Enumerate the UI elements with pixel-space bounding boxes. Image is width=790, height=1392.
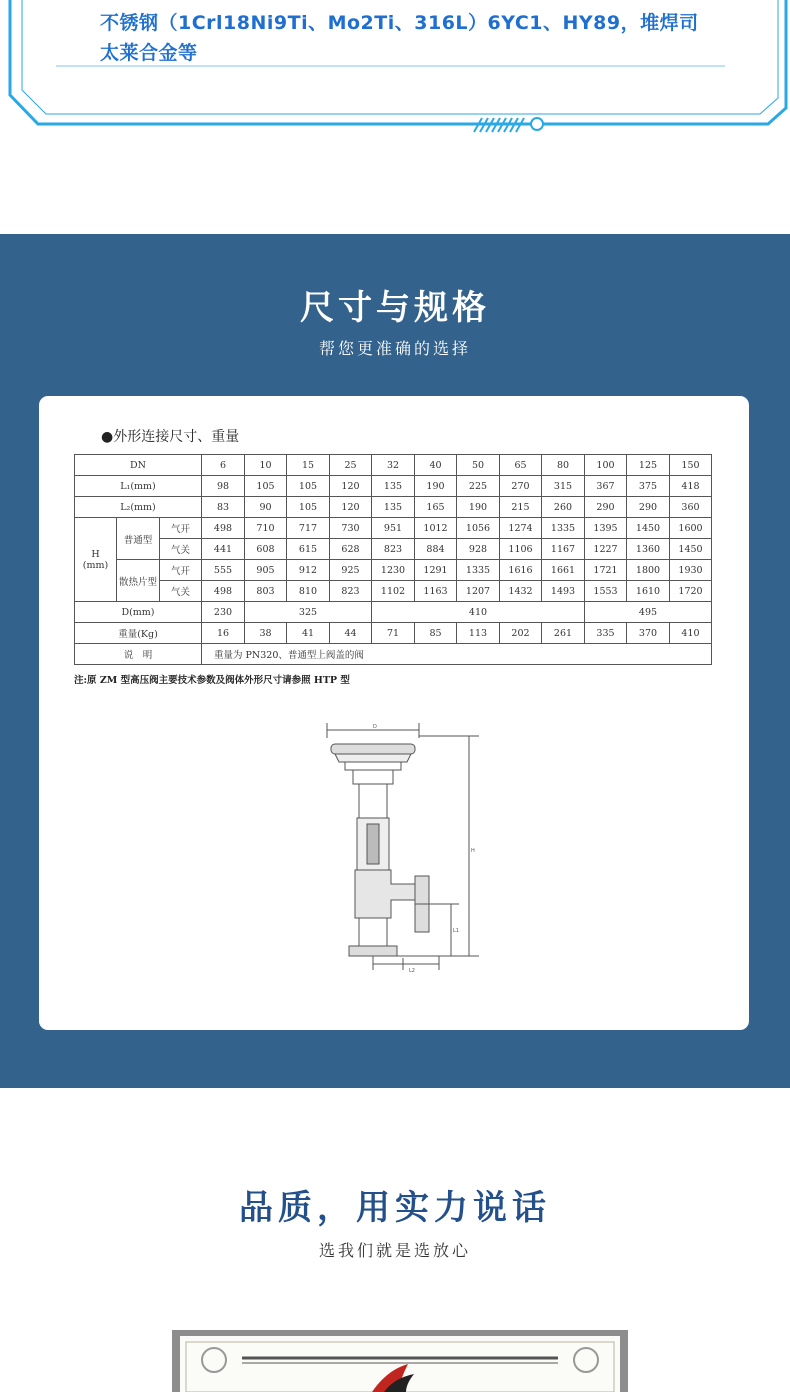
quality-section-title: 品质，用实力说话 xyxy=(239,1188,551,1228)
table-cell: 717 xyxy=(287,518,330,539)
table-cell: 370 xyxy=(627,623,670,644)
table-cell: 40 xyxy=(415,455,457,476)
table-cell: 360 xyxy=(670,497,712,518)
normal-type-label: 普通型 xyxy=(117,518,160,560)
table-cell: 190 xyxy=(457,497,500,518)
table-cell: 1616 xyxy=(500,560,542,581)
table-cell: 290 xyxy=(585,497,627,518)
spec-card xyxy=(39,396,749,1030)
diagram-label-l1: L1 xyxy=(453,928,459,934)
table-cell: 16 xyxy=(202,623,245,644)
table-cell: 1395 xyxy=(585,518,627,539)
table-cell: 38 xyxy=(245,623,287,644)
table-cell: 823 xyxy=(372,539,415,560)
table-cell: 202 xyxy=(500,623,542,644)
table-cell: 730 xyxy=(330,518,372,539)
table-cell: 325 xyxy=(245,602,372,623)
table-cell: 1230 xyxy=(372,560,415,581)
table-cell: 1661 xyxy=(542,560,585,581)
spec-table xyxy=(74,454,712,665)
spec-section-subtitle: 帮您更准确的选择 xyxy=(318,339,471,358)
table-cell: 230 xyxy=(202,602,245,623)
table-cell: 105 xyxy=(245,476,287,497)
table-cell: 100 xyxy=(585,455,627,476)
table-row xyxy=(75,497,712,518)
diagram-label-h: H xyxy=(471,848,475,854)
table-cell: 125 xyxy=(627,455,670,476)
table-row xyxy=(75,644,712,665)
remark-text: 重量为 PN320、普通型上阀盖的阀 xyxy=(202,644,712,665)
table-cell: 1432 xyxy=(500,581,542,602)
table-cell: 710 xyxy=(245,518,287,539)
table-cell: 165 xyxy=(415,497,457,518)
table-cell: 215 xyxy=(500,497,542,518)
table-cell: 135 xyxy=(372,476,415,497)
h-unit: (mm) xyxy=(82,559,109,571)
table-row xyxy=(75,476,712,497)
table-cell: 1227 xyxy=(585,539,627,560)
table-cell: 105 xyxy=(287,497,330,518)
l2-label: L₂(mm) xyxy=(75,497,202,518)
table-cell: 32 xyxy=(372,455,415,476)
material-line-2: 太莱合金等 xyxy=(100,42,198,64)
table-cell: 495 xyxy=(585,602,712,623)
table-cell: 1720 xyxy=(670,581,712,602)
table-cell: 85 xyxy=(415,623,457,644)
table-cell: 912 xyxy=(287,560,330,581)
table-cell: 1610 xyxy=(627,581,670,602)
table-cell: 1335 xyxy=(457,560,500,581)
table-cell: 15 xyxy=(287,455,330,476)
spec-heading: ●外形连接尺寸、重量 xyxy=(101,429,240,445)
d-label: D(mm) xyxy=(75,602,202,623)
table-row xyxy=(75,623,712,644)
table-cell: 120 xyxy=(330,476,372,497)
air-open-label: 气开 xyxy=(160,560,202,581)
table-cell: 1600 xyxy=(670,518,712,539)
table-cell: 410 xyxy=(372,602,585,623)
table-cell: 925 xyxy=(330,560,372,581)
table-cell: 315 xyxy=(542,476,585,497)
table-cell: 1930 xyxy=(670,560,712,581)
material-line-1: 不锈钢（1Crl18Ni9Ti、Mo2Ti、316L）6YC1、HY89，堆焊司 xyxy=(100,12,699,34)
table-cell: 1056 xyxy=(457,518,500,539)
table-cell: 803 xyxy=(245,581,287,602)
table-cell: 120 xyxy=(330,497,372,518)
table-cell: 90 xyxy=(245,497,287,518)
table-cell: 83 xyxy=(202,497,245,518)
table-cell: 951 xyxy=(372,518,415,539)
table-cell: 6 xyxy=(202,455,245,476)
air-open-label: 气开 xyxy=(160,518,202,539)
table-cell: 1450 xyxy=(627,518,670,539)
table-cell: 190 xyxy=(415,476,457,497)
table-cell: 1207 xyxy=(457,581,500,602)
table-cell: 418 xyxy=(670,476,712,497)
table-cell: 71 xyxy=(372,623,415,644)
dn-label: DN xyxy=(75,455,202,476)
table-cell: 1291 xyxy=(415,560,457,581)
table-row xyxy=(75,581,712,602)
table-cell: 80 xyxy=(542,455,585,476)
table-cell: 884 xyxy=(415,539,457,560)
table-cell: 261 xyxy=(542,623,585,644)
table-cell: 270 xyxy=(500,476,542,497)
table-cell: 290 xyxy=(627,497,670,518)
remark-label: 说 明 xyxy=(75,644,202,665)
table-cell: 441 xyxy=(202,539,245,560)
table-cell: 1102 xyxy=(372,581,415,602)
table-row xyxy=(75,560,712,581)
table-cell: 1106 xyxy=(500,539,542,560)
air-close-label: 气关 xyxy=(160,539,202,560)
table-cell: 1553 xyxy=(585,581,627,602)
table-cell: 1274 xyxy=(500,518,542,539)
quality-section-subtitle: 选我们就是选放心 xyxy=(318,1241,471,1260)
table-cell: 905 xyxy=(245,560,287,581)
table-cell: 375 xyxy=(627,476,670,497)
diagram-label-d: D xyxy=(373,724,377,730)
table-cell: 1493 xyxy=(542,581,585,602)
diagram-label-l2: L2 xyxy=(409,968,415,974)
table-cell: 225 xyxy=(457,476,500,497)
air-close-label: 气关 xyxy=(160,581,202,602)
table-cell: 555 xyxy=(202,560,245,581)
table-cell: 628 xyxy=(330,539,372,560)
table-cell: 1167 xyxy=(542,539,585,560)
table-cell: 25 xyxy=(330,455,372,476)
h-label-cell xyxy=(75,518,117,602)
table-cell: 335 xyxy=(585,623,627,644)
table-cell: 823 xyxy=(330,581,372,602)
table-cell: 98 xyxy=(202,476,245,497)
spec-section-title: 尺寸与规格 xyxy=(300,288,490,328)
table-cell: 1721 xyxy=(585,560,627,581)
table-cell: 410 xyxy=(670,623,712,644)
table-cell: 1335 xyxy=(542,518,585,539)
table-cell: 608 xyxy=(245,539,287,560)
table-cell: 10 xyxy=(245,455,287,476)
table-row xyxy=(75,602,712,623)
table-cell: 41 xyxy=(287,623,330,644)
table-cell: 44 xyxy=(330,623,372,644)
h-label: H xyxy=(91,548,100,560)
table-row xyxy=(75,518,712,539)
valve-diagram xyxy=(319,718,489,978)
table-cell: 498 xyxy=(202,518,245,539)
table-cell: 150 xyxy=(670,455,712,476)
table-cell: 1360 xyxy=(627,539,670,560)
weight-label: 重量(Kg) xyxy=(75,623,202,644)
l1-label: L₁(mm) xyxy=(75,476,202,497)
table-cell: 1450 xyxy=(670,539,712,560)
spec-note: 注:原 ZM 型高压阀主要技术参数及阀体外形尺寸请参照 HTP 型 xyxy=(74,675,350,686)
table-row xyxy=(75,455,712,476)
table-cell: 498 xyxy=(202,581,245,602)
table-cell: 113 xyxy=(457,623,500,644)
table-cell: 810 xyxy=(287,581,330,602)
table-cell: 1163 xyxy=(415,581,457,602)
table-cell: 135 xyxy=(372,497,415,518)
table-cell: 50 xyxy=(457,455,500,476)
table-cell: 260 xyxy=(542,497,585,518)
table-cell: 928 xyxy=(457,539,500,560)
table-cell: 615 xyxy=(287,539,330,560)
table-cell: 367 xyxy=(585,476,627,497)
table-cell: 1012 xyxy=(415,518,457,539)
finned-type-label: 散热片型 xyxy=(117,560,160,602)
table-row xyxy=(75,539,712,560)
table-cell: 105 xyxy=(287,476,330,497)
table-cell: 1800 xyxy=(627,560,670,581)
table-cell: 65 xyxy=(500,455,542,476)
certificate-image xyxy=(172,1330,628,1392)
